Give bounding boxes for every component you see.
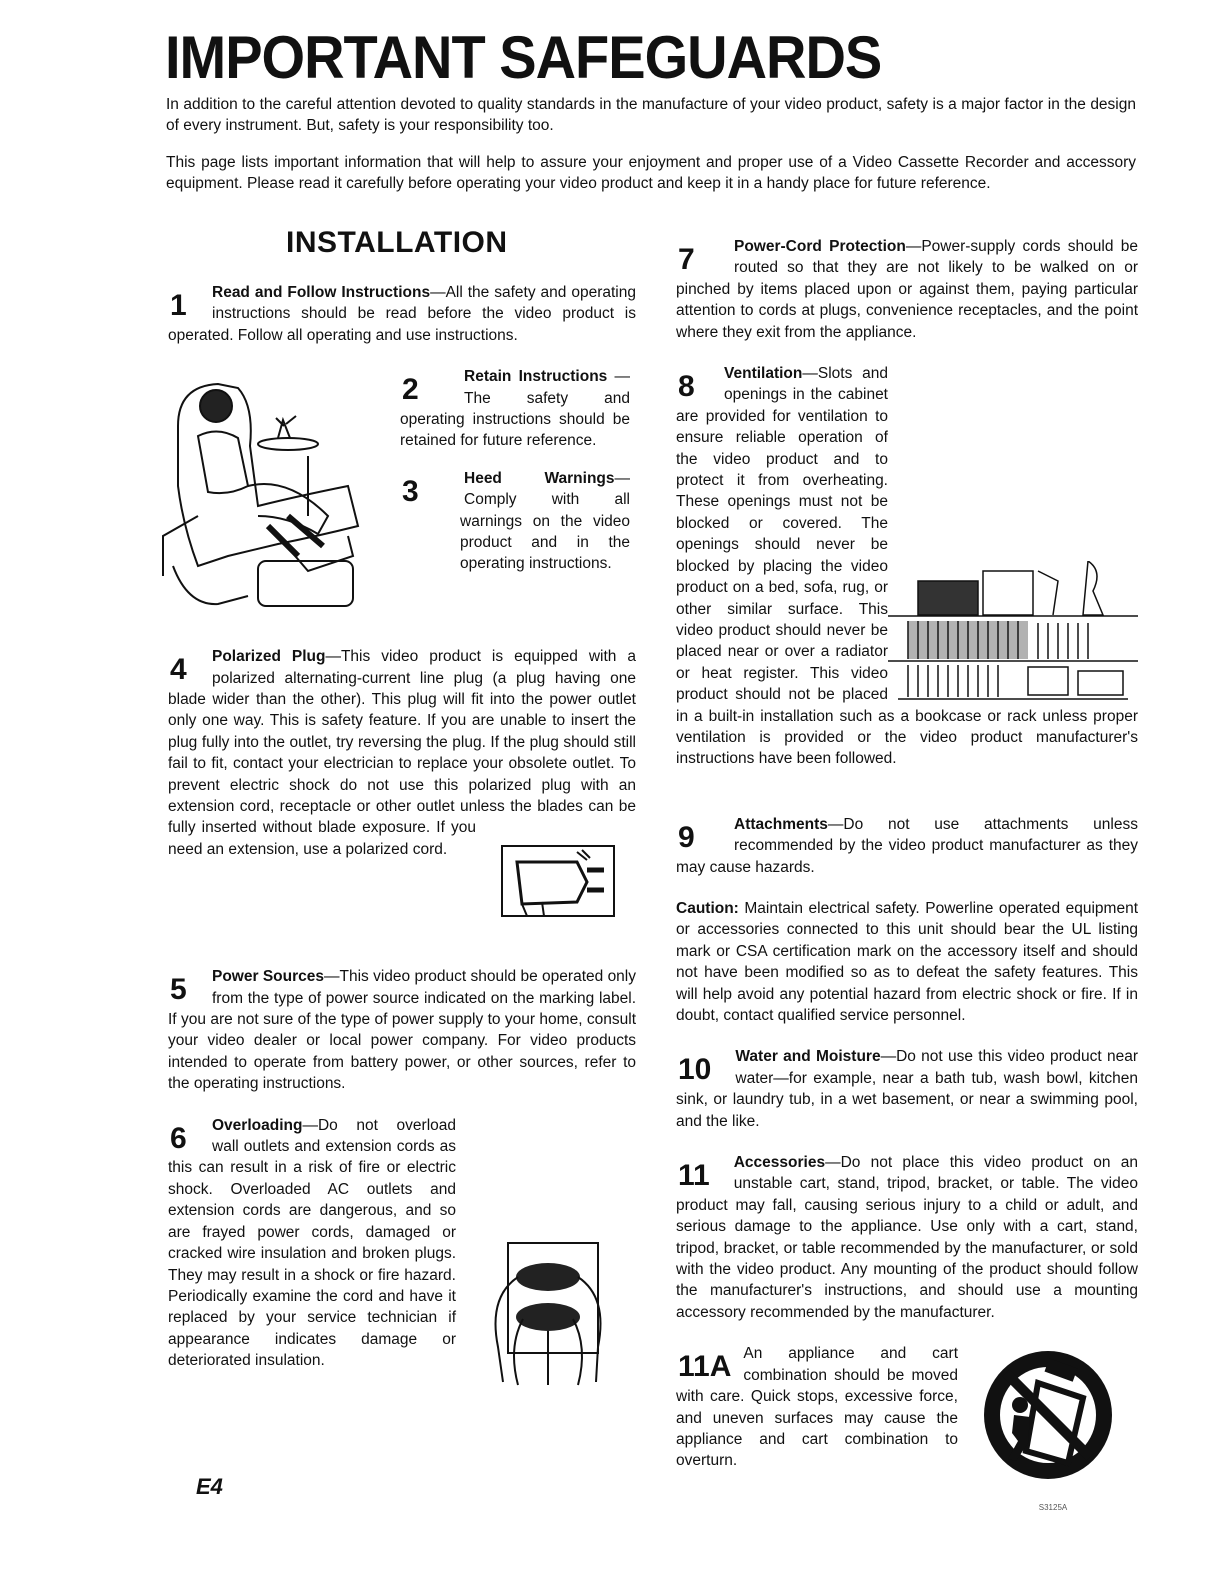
overloaded-outlet-figure xyxy=(456,1115,636,1385)
armchair-section xyxy=(168,366,636,628)
safeguard-8 xyxy=(676,363,1138,770)
item-heading: Power-Cord Protection xyxy=(734,238,906,255)
item-text: An appliance and cart combination should be moved with care. Quick stops, excessive force, and uneven surfaces may cause the appliance and cart combination to overturn. xyxy=(676,1345,958,1470)
item-text: —Power-supply cords should be routed so that they are not likely to be walked on or pinched by items placed upon or against them, paying particular attention to cords at plugs, convenience receptacles, and the point where they exit from the appliance. xyxy=(676,238,1138,341)
section-title-installation: INSTALLATION xyxy=(286,226,508,259)
item-number: 9 xyxy=(678,820,695,854)
intro-paragraph-2: This page lists important information that will help to assure your enjoyment and proper use of a Video Cassette Recorder and accessory equipment. Please read it carefully before operating your video product and keep it in a handy place for future reference. xyxy=(166,154,1136,192)
item-heading: Read and Follow Instructions xyxy=(212,284,431,301)
safeguard-11 xyxy=(676,1152,1138,1323)
item-number: 11A xyxy=(678,1350,732,1384)
item-text: —The safety and operating instructions should be retained for future reference. xyxy=(400,368,630,450)
item-text: —Do not use attachments unless recommended by the video product manufacturer as they may cause hazards. xyxy=(676,815,1138,876)
item-number: 2 xyxy=(402,373,419,407)
item-text: —Do not use this video product near water—for example, near a bath tub, wash bowl, kitchen sink, or laundry tub, in a wet basement, or near a swimming pool, and the like. xyxy=(676,1048,1139,1130)
item-number: 3 xyxy=(402,474,419,508)
item-heading: Water and Moisture xyxy=(735,1048,881,1066)
safeguard-3 xyxy=(400,468,630,575)
cart-tipover-icon xyxy=(968,1343,1128,1493)
safeguard-6 xyxy=(168,1115,636,1385)
item-heading: Accessories xyxy=(733,1154,826,1172)
intro-paragraph-1: In addition to the careful attention devoted to quality standards in the manufacture of your video product, safety is a major factor in the design of every instrument. But, safety is your responsibility too. xyxy=(166,96,1136,134)
safeguard-7 xyxy=(676,236,1138,343)
item-heading: Heed Warnings xyxy=(464,469,615,487)
safeguard-5 xyxy=(168,966,636,1094)
item-text: —This video product is equipped with a polarized alternating-current line plug (a plug having one blade wider than the other). This plug will fit into the power outlet only one way. This is safety feature. If you are unable to insert the plug fully into the outlet, try reversing the plug. If the plug should still fail to fit, contact your electrician to replace your obsolete outlet. To prevent electric shock do not use this polarized plug with an extension cord, receptacle or other outlet unless the blades can be fully inserted without blade exposure. If you need an extension, use a polarized cord. xyxy=(168,648,636,858)
left-column xyxy=(168,226,636,1405)
safeguard-1 xyxy=(168,282,636,346)
caution-note xyxy=(676,898,1138,1026)
item-heading: Attachments xyxy=(734,815,828,833)
page-title: IMPORTANT SAFEGUARDS xyxy=(165,23,882,92)
safeguard-9 xyxy=(676,814,1138,878)
item-number: 7 xyxy=(678,243,695,276)
item-heading: Polarized Plug xyxy=(212,648,326,666)
safeguard-2 xyxy=(400,366,630,452)
item-heading: Power Sources xyxy=(212,968,325,986)
item-number: 6 xyxy=(170,1121,187,1155)
item-number: 10 xyxy=(678,1053,712,1087)
item-number: 1 xyxy=(170,289,187,322)
item-text: —This video product should be operated only from the type of power source indicated on the marking label. If you are not sure of the type of power supply to your home, consult your video dealer or local power company. For video products intended to operate from battery power, or other sources, refer to the operating instructions. xyxy=(168,968,636,1093)
bookcase-icon xyxy=(888,561,1138,701)
polarized-plug-icon xyxy=(482,842,632,920)
page-number: E4 xyxy=(196,1474,223,1499)
right-column xyxy=(676,236,1138,1533)
item-text: —All the safety and operating instructions should be read before the video product is operated. Follow all operating and use instructions. xyxy=(168,284,636,344)
cart-mark-code: S3125A xyxy=(1038,1503,1068,1513)
caution-text: Maintain electrical safety. Powerline operated equipment or accessories connected to this unit should bear the UL listing mark or CSA certification mark on the accessory itself and should not have been modified so as to defeat the safety features. This will help avoid any potential hazard from electric shock or fire. If in doubt, contact qualified service personnel. xyxy=(676,899,1138,1024)
armchair-illustration xyxy=(158,366,383,621)
item-number: 5 xyxy=(170,973,187,1007)
safeguard-11a xyxy=(676,1343,1138,1513)
caution-label: Caution: xyxy=(676,899,739,917)
cart-warning-figure xyxy=(968,1343,1138,1513)
item-text: —Slots and openings in the cabinet are provided for ventilation to ensure reliable operation of the video product and to protect it from overheating. These openings must not be blocked or covered. The openings should never be blocked by placing the video product on a bed, sofa, rug, or other similar surface. This video product should never be placed near or over a radiator or heat register. This video product should not be placed in a built-in installation such as a bookcase or rack unless proper ventilation is provided or the video product manufacturer's instructions have been followed. xyxy=(676,365,1138,768)
item-number: 11 xyxy=(678,1159,710,1193)
item-text: —Comply with all warnings on the video product and in the operating instructions. xyxy=(460,469,630,573)
bookcase-figure xyxy=(888,363,1144,703)
item-number: 8 xyxy=(678,370,695,404)
safeguard-10 xyxy=(676,1046,1138,1132)
item-number: 4 xyxy=(170,653,187,687)
item-heading: Retain Instructions xyxy=(464,368,608,386)
item-text: —Do not overload wall outlets and extension cords as this can result in a risk of fire or electric shock. Overloaded AC outlets and extension cords are dangerous, and so are frayed power cords, damaged or cracked wire insulation and broken plugs. They may result in a shock or fire hazard. Periodically examine the cord and have it replaced by your service technician if appearance indicates damage or deteriorated insulation. xyxy=(168,1116,456,1370)
safeguard-4 xyxy=(168,646,636,946)
overloaded-outlet-icon xyxy=(478,1237,628,1387)
item-heading: Ventilation xyxy=(724,365,803,383)
item-text: —Do not place this video product on an unstable cart, stand, tripod, bracket, or table. The video product may fall, causing serious injury to a child or adult, and serious damage to the appliance. Use only with a cart, stand, tripod, bracket, or table recommended by the manufacturer, or sold with the video product. Any mounting of the product should follow the manufacturer's instructions, and should use a mounting accessory recommended by the manufacturer. xyxy=(676,1154,1138,1321)
item-heading: Overloading xyxy=(212,1116,303,1134)
